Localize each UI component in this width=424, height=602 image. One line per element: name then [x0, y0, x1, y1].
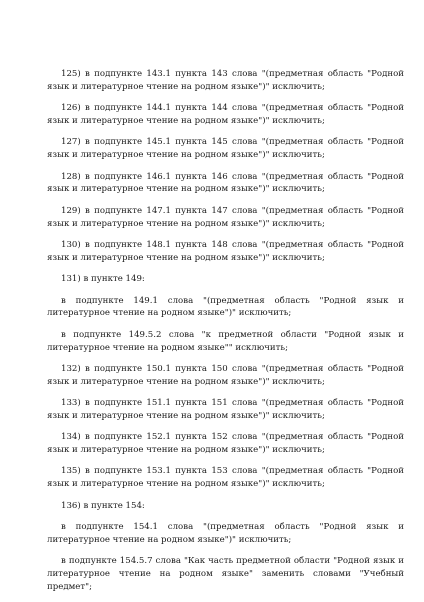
document-body: [47, 68, 404, 602]
paragraph-subitem-154-1: в подпункте 154.1 слова "(предметная область "Родной язык и литературное чтение на родном языке")" исключить;: [47, 522, 404, 545]
paragraph-subitem-154-5-7: в подпункте 154.5.7 слова "Как часть предметной области "Родной язык и литературное чтение на родном языке" заменить словами "Учебный предмет";: [47, 556, 404, 592]
paragraph-item-127: 127) в подпункте 145.1 пункта 145 слова "(предметная область "Родной язык и литературное чтение на родном языке")" исключить;: [47, 137, 404, 161]
paragraph-item-126: 126) в подпункте 144.1 пункта 144 слова "(предметная область "Родной язык и литературное чтение на родном языке")" исключить;: [47, 103, 404, 126]
paragraph-subitem-149-1: в подпункте 149.1 слова "(предметная область "Родной язык и литературное чтение на родном языке")" исключить;: [47, 295, 404, 319]
paragraph-item-136: 136) в пункте 154:: [61, 500, 145, 511]
paragraph-item-130: 130) в подпункте 148.1 пункта 148 слова "(предметная область "Родной язык и литературное чтение на родном языке")" исключить;: [47, 239, 404, 263]
paragraph-item-131: 131) в пункте 149:: [61, 274, 145, 285]
paragraph-item-134: 134) в подпункте 152.1 пункта 152 слова "(предметная область "Родной язык и литературное чтение на родном языке")" исключить;: [47, 432, 404, 456]
paragraph-item-125: 125) в подпункте 143.1 пункта 143 слова "(предметная область "Родной язык и литературное чтение на родном языке")" исключить;: [47, 69, 404, 92]
paragraph-subitem-149-5-2: в подпункте 149.5.2 слова "к предметной области "Родной язык и литературное чтение на родном языке"" исключить;: [47, 329, 404, 353]
paragraph-item-132: 132) в подпункте 150.1 пункта 150 слова "(предметная область "Родной язык и литературное чтение на родном языке")" исключить;: [47, 363, 404, 387]
paragraph-item-135: 135) в подпункте 153.1 пункта 153 слова "(предметная область "Родной язык и литературное чтение на родном языке")" исключить;: [47, 466, 404, 490]
paragraph-item-133: 133) в подпункте 151.1 пункта 151 слова "(предметная область "Родной язык и литературное чтение на родном языке")" исключить;: [47, 398, 404, 421]
paragraph-item-129: 129) в подпункте 147.1 пункта 147 слова "(предметная область "Родной язык и литературное чтение на родном языке")" исключить;: [47, 205, 404, 229]
paragraph-item-128: 128) в подпункте 146.1 пункта 146 слова "(предметная область "Родной язык и литературное чтение на родном языке")" исключить;: [47, 171, 404, 195]
